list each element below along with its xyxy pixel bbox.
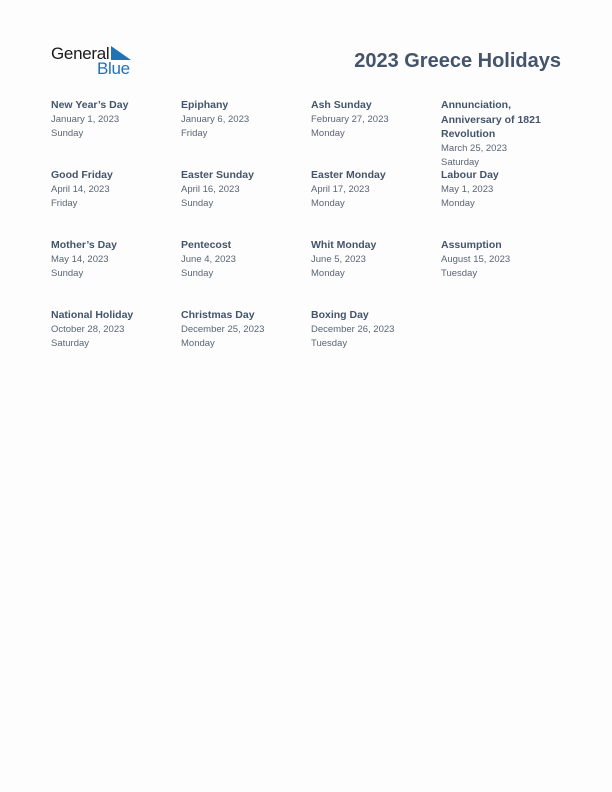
holiday-item	[181, 98, 306, 141]
holiday-name: Easter Sunday	[181, 169, 254, 181]
holiday-item	[441, 98, 556, 170]
holiday-weekday: Saturday	[51, 337, 90, 349]
holiday-weekday: Friday	[181, 127, 208, 139]
holiday-weekday: Sunday	[181, 197, 214, 209]
holiday-date: January 1, 2023	[51, 113, 120, 125]
holiday-weekday: Sunday	[51, 267, 84, 279]
holiday-weekday: Friday	[51, 197, 78, 209]
holiday-name: National Holiday	[51, 309, 134, 321]
holiday-weekday: Monday	[441, 197, 475, 209]
holiday-date: May 1, 2023	[441, 183, 494, 195]
holiday-name: Annunciation, Anniversary of 1821 Revolution	[441, 99, 541, 140]
holiday-date: March 25, 2023	[441, 142, 508, 154]
holiday-name: Assumption	[441, 239, 502, 251]
holiday-weekday: Tuesday	[441, 267, 478, 279]
holiday-name: New Year’s Day	[51, 99, 129, 111]
holiday-date: February 27, 2023	[311, 113, 389, 125]
holiday-name: Whit Monday	[311, 239, 377, 251]
holiday-weekday: Monday	[311, 197, 345, 209]
holiday-weekday: Sunday	[51, 127, 84, 139]
holiday-item	[441, 238, 556, 281]
holiday-date: April 16, 2023	[181, 183, 240, 195]
holiday-name: Good Friday	[51, 169, 113, 181]
holiday-date: January 6, 2023	[181, 113, 250, 125]
holiday-name: Pentecost	[181, 239, 232, 251]
holiday-item	[311, 238, 436, 281]
holiday-item	[311, 98, 436, 141]
logo-triangle-icon	[111, 46, 131, 60]
holiday-name: Labour Day	[441, 169, 499, 181]
holiday-date: December 26, 2023	[311, 323, 395, 335]
holiday-name: Ash Sunday	[311, 99, 372, 111]
holiday-date: April 14, 2023	[51, 183, 110, 195]
holiday-weekday: Monday	[311, 127, 345, 139]
page-title: 2023 Greece Holidays	[354, 50, 561, 72]
holiday-item	[181, 238, 306, 281]
holiday-date: August 15, 2023	[441, 253, 511, 265]
holiday-date: October 28, 2023	[51, 323, 125, 335]
holiday-item	[441, 168, 556, 211]
holiday-date: June 4, 2023	[181, 253, 236, 265]
holiday-item	[311, 168, 436, 211]
holiday-name: Easter Monday	[311, 169, 386, 181]
holiday-date: May 14, 2023	[51, 253, 109, 265]
holiday-item	[311, 308, 436, 351]
holiday-name: Mother’s Day	[51, 239, 117, 251]
holiday-weekday: Sunday	[181, 267, 214, 279]
holiday-date: December 25, 2023	[181, 323, 265, 335]
generalblue-logo	[51, 44, 133, 78]
holiday-item	[181, 168, 306, 211]
holiday-item	[51, 98, 176, 141]
holiday-date: April 17, 2023	[311, 183, 370, 195]
holiday-date: June 5, 2023	[311, 253, 366, 265]
holiday-weekday: Monday	[181, 337, 215, 349]
holiday-weekday: Saturday	[441, 156, 480, 168]
holiday-weekday: Monday	[311, 267, 345, 279]
holiday-name: Boxing Day	[311, 309, 369, 321]
holiday-name: Christmas Day	[181, 309, 255, 321]
holiday-item	[51, 238, 176, 281]
logo-word-general: General	[51, 44, 110, 63]
holiday-weekday: Tuesday	[311, 337, 348, 349]
logo-word-blue: Blue	[97, 59, 130, 78]
holiday-item	[51, 308, 176, 351]
holiday-item	[51, 168, 176, 211]
holiday-item	[181, 308, 306, 351]
holiday-name: Epiphany	[181, 99, 229, 111]
